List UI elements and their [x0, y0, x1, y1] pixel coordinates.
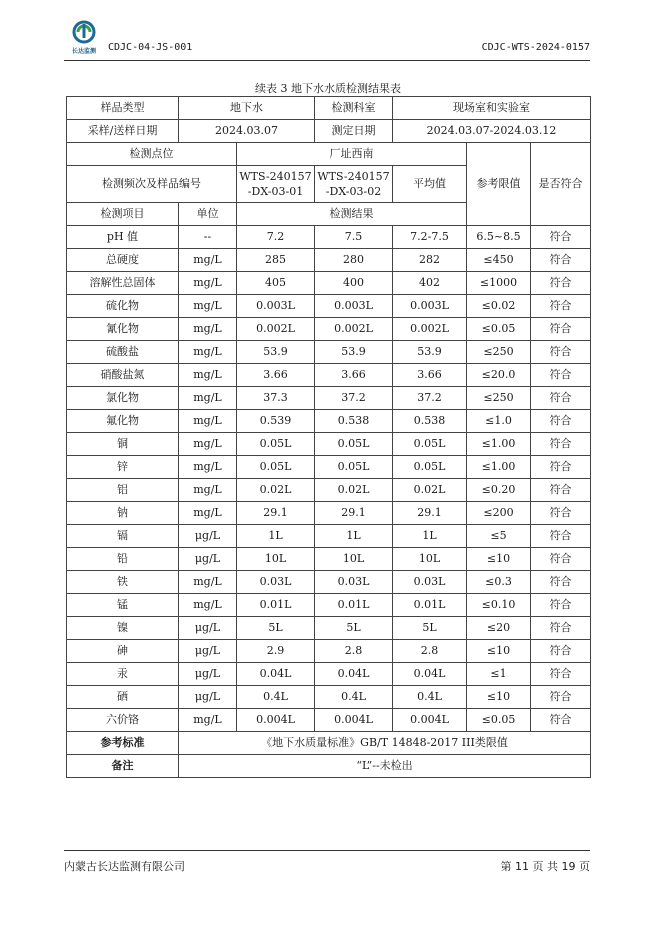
- result-1-cell: 0.05L: [237, 456, 315, 479]
- limit-cell: ≤0.05: [467, 709, 531, 732]
- limit-cell: ≤1.0: [467, 410, 531, 433]
- conformity-cell: 符合: [531, 709, 591, 732]
- limit-cell: ≤450: [467, 249, 531, 272]
- result-2-cell: 29.1: [315, 502, 393, 525]
- table-row: [67, 295, 591, 318]
- table-row: [67, 318, 591, 341]
- table-row: [67, 686, 591, 709]
- unit-cell: μg/L: [179, 617, 237, 640]
- conformity-cell: 符合: [531, 272, 591, 295]
- item-name-cell: 硝酸盐氮: [67, 364, 179, 387]
- conformity-cell: 符合: [531, 341, 591, 364]
- result-1-cell: 0.004L: [237, 709, 315, 732]
- limit-cell: ≤10: [467, 548, 531, 571]
- limit-cell: 6.5~8.5: [467, 226, 531, 249]
- footer-page-number: 第 11 页 共 19 页: [500, 860, 590, 873]
- limit-cell: ≤0.05: [467, 318, 531, 341]
- result-2-cell: 0.003L: [315, 295, 393, 318]
- result-2-cell: 0.01L: [315, 594, 393, 617]
- table-row: [67, 502, 591, 525]
- result-1-cell: 2.9: [237, 640, 315, 663]
- average-cell: 37.2: [393, 387, 467, 410]
- result-2-cell: 0.03L: [315, 571, 393, 594]
- conformity-cell: 符合: [531, 686, 591, 709]
- result-1-cell: 10L: [237, 548, 315, 571]
- unit-cell: mg/L: [179, 295, 237, 318]
- average-cell: 3.66: [393, 364, 467, 387]
- table-row: [67, 433, 591, 456]
- conformity-cell: 符合: [531, 617, 591, 640]
- result-1-cell: 0.03L: [237, 571, 315, 594]
- item-name-cell: 氟化物: [67, 410, 179, 433]
- average-cell: 282: [393, 249, 467, 272]
- unit-cell: μg/L: [179, 548, 237, 571]
- conform-header: 是否符合: [531, 143, 591, 226]
- unit-cell: μg/L: [179, 525, 237, 548]
- result-1-cell: 37.3: [237, 387, 315, 410]
- footer-company: 内蒙古长达监测有限公司: [64, 860, 185, 873]
- result-2-cell: 1L: [315, 525, 393, 548]
- table-row: [67, 525, 591, 548]
- info-row-dates: [67, 120, 591, 143]
- result-1-cell: 405: [237, 272, 315, 295]
- sampling-date-value: 2024.03.07: [179, 120, 315, 143]
- result-1-cell: 5L: [237, 617, 315, 640]
- item-name-cell: 总硬度: [67, 249, 179, 272]
- result-1-cell: 7.2: [237, 226, 315, 249]
- average-cell: 0.003L: [393, 295, 467, 318]
- average-cell: 1L: [393, 525, 467, 548]
- conformity-cell: 符合: [531, 548, 591, 571]
- table-row: [67, 663, 591, 686]
- conformity-cell: 符合: [531, 226, 591, 249]
- limit-cell: ≤0.20: [467, 479, 531, 502]
- average-cell: 0.01L: [393, 594, 467, 617]
- item-name-cell: 镉: [67, 525, 179, 548]
- average-cell: 29.1: [393, 502, 467, 525]
- unit-cell: mg/L: [179, 249, 237, 272]
- average-cell: 10L: [393, 548, 467, 571]
- result-2-cell: 10L: [315, 548, 393, 571]
- result-2-cell: 0.004L: [315, 709, 393, 732]
- limit-cell: ≤250: [467, 387, 531, 410]
- results-header: 检测结果: [237, 203, 467, 226]
- table-title: 续表 3 地下水水质检测结果表: [255, 82, 401, 95]
- limit-cell: ≤0.02: [467, 295, 531, 318]
- sample-id-2: WTS-240157 -DX-03-02: [315, 166, 393, 203]
- table-row: [67, 341, 591, 364]
- standard-row: [67, 732, 591, 755]
- logo-icon: [64, 20, 104, 46]
- average-cell: 53.9: [393, 341, 467, 364]
- conformity-cell: 符合: [531, 318, 591, 341]
- result-1-cell: 285: [237, 249, 315, 272]
- result-1-cell: 0.01L: [237, 594, 315, 617]
- limit-cell: ≤20.0: [467, 364, 531, 387]
- average-cell: 0.4L: [393, 686, 467, 709]
- result-2-cell: 0.05L: [315, 433, 393, 456]
- sample-type-value: 地下水: [179, 97, 315, 120]
- lab-label: 检测科室: [315, 97, 393, 120]
- sampling-date-label: 采样/送样日期: [67, 120, 179, 143]
- item-name-cell: 铜: [67, 433, 179, 456]
- result-2-cell: 0.05L: [315, 456, 393, 479]
- average-cell: 2.8: [393, 640, 467, 663]
- unit-cell: mg/L: [179, 433, 237, 456]
- unit-cell: mg/L: [179, 502, 237, 525]
- standard-label: 参考标准: [67, 732, 179, 755]
- result-1-cell: 29.1: [237, 502, 315, 525]
- limit-cell: ≤1.00: [467, 456, 531, 479]
- unit-cell: mg/L: [179, 318, 237, 341]
- conformity-cell: 符合: [531, 249, 591, 272]
- result-1-cell: 0.539: [237, 410, 315, 433]
- item-header: 检测项目: [67, 203, 179, 226]
- doc-code-right: CDJC-WTS-2024-0157: [481, 42, 590, 53]
- unit-cell: mg/L: [179, 594, 237, 617]
- table-row: [67, 479, 591, 502]
- table-row: [67, 617, 591, 640]
- result-2-cell: 37.2: [315, 387, 393, 410]
- result-2-cell: 53.9: [315, 341, 393, 364]
- item-name-cell: 铁: [67, 571, 179, 594]
- limit-cell: ≤0.3: [467, 571, 531, 594]
- result-2-cell: 0.04L: [315, 663, 393, 686]
- result-1-cell: 53.9: [237, 341, 315, 364]
- lab-value: 现场室和实验室: [393, 97, 591, 120]
- limit-cell: ≤200: [467, 502, 531, 525]
- conformity-cell: 符合: [531, 433, 591, 456]
- table-row: [67, 226, 591, 249]
- item-name-cell: 锌: [67, 456, 179, 479]
- table-row: [67, 640, 591, 663]
- table-row: [67, 272, 591, 295]
- unit-cell: mg/L: [179, 387, 237, 410]
- result-2-cell: 7.5: [315, 226, 393, 249]
- average-cell: 0.002L: [393, 318, 467, 341]
- site-value: 厂址西南: [237, 143, 467, 166]
- table-row: [67, 249, 591, 272]
- standard-value: 《地下水质量标准》GB/T 14848-2017 III类限值: [179, 732, 591, 755]
- average-cell: 5L: [393, 617, 467, 640]
- limit-cell: ≤10: [467, 686, 531, 709]
- item-name-cell: 汞: [67, 663, 179, 686]
- result-1-cell: 0.002L: [237, 318, 315, 341]
- unit-cell: --: [179, 226, 237, 249]
- unit-cell: mg/L: [179, 410, 237, 433]
- sample-type-label: 样品类型: [67, 97, 179, 120]
- results-table: [66, 96, 591, 778]
- remark-label: 备注: [67, 755, 179, 778]
- item-name-cell: 氰化物: [67, 318, 179, 341]
- item-name-cell: 氯化物: [67, 387, 179, 410]
- header-divider: [64, 60, 590, 61]
- unit-cell: mg/L: [179, 709, 237, 732]
- info-row-sample-type: [67, 97, 591, 120]
- limit-cell: ≤1: [467, 663, 531, 686]
- unit-cell: μg/L: [179, 686, 237, 709]
- limit-cell: ≤10: [467, 640, 531, 663]
- item-name-cell: 硫酸盐: [67, 341, 179, 364]
- test-date-label: 测定日期: [315, 120, 393, 143]
- result-2-cell: 0.002L: [315, 318, 393, 341]
- item-name-cell: pH 值: [67, 226, 179, 249]
- table-row: [67, 548, 591, 571]
- doc-code-left: CDJC-04-JS-001: [108, 42, 193, 53]
- unit-cell: μg/L: [179, 640, 237, 663]
- average-cell: 0.02L: [393, 479, 467, 502]
- unit-cell: mg/L: [179, 479, 237, 502]
- item-name-cell: 硒: [67, 686, 179, 709]
- table-row: [67, 594, 591, 617]
- average-cell: 0.04L: [393, 663, 467, 686]
- result-2-cell: 3.66: [315, 364, 393, 387]
- unit-cell: μg/L: [179, 663, 237, 686]
- conformity-cell: 符合: [531, 525, 591, 548]
- average-cell: 0.05L: [393, 456, 467, 479]
- conformity-cell: 符合: [531, 479, 591, 502]
- conformity-cell: 符合: [531, 571, 591, 594]
- conformity-cell: 符合: [531, 387, 591, 410]
- unit-cell: mg/L: [179, 571, 237, 594]
- limit-cell: ≤1.00: [467, 433, 531, 456]
- unit-cell: mg/L: [179, 456, 237, 479]
- limit-cell: ≤250: [467, 341, 531, 364]
- item-name-cell: 锰: [67, 594, 179, 617]
- table-row: [67, 709, 591, 732]
- limit-cell: ≤20: [467, 617, 531, 640]
- conformity-cell: 符合: [531, 640, 591, 663]
- result-2-cell: 5L: [315, 617, 393, 640]
- result-1-cell: 0.003L: [237, 295, 315, 318]
- conformity-cell: 符合: [531, 456, 591, 479]
- item-name-cell: 溶解性总固体: [67, 272, 179, 295]
- result-2-cell: 0.02L: [315, 479, 393, 502]
- limit-header: 参考限值: [467, 143, 531, 226]
- item-name-cell: 钠: [67, 502, 179, 525]
- item-name-cell: 砷: [67, 640, 179, 663]
- result-1-cell: 0.04L: [237, 663, 315, 686]
- item-name-cell: 铝: [67, 479, 179, 502]
- item-name-cell: 铅: [67, 548, 179, 571]
- remark-value: “L”--未检出: [179, 755, 591, 778]
- table-row: [67, 571, 591, 594]
- test-date-value: 2024.03.07-2024.03.12: [393, 120, 591, 143]
- company-logo: [64, 20, 104, 56]
- conformity-cell: 符合: [531, 410, 591, 433]
- result-1-cell: 1L: [237, 525, 315, 548]
- result-2-cell: 400: [315, 272, 393, 295]
- unit-cell: mg/L: [179, 364, 237, 387]
- conformity-cell: 符合: [531, 594, 591, 617]
- result-2-cell: 2.8: [315, 640, 393, 663]
- table-row: [67, 410, 591, 433]
- table-row: [67, 364, 591, 387]
- unit-cell: mg/L: [179, 341, 237, 364]
- result-2-cell: 280: [315, 249, 393, 272]
- result-1-cell: 0.05L: [237, 433, 315, 456]
- average-cell: 0.03L: [393, 571, 467, 594]
- result-2-cell: 0.538: [315, 410, 393, 433]
- logo-text: 长达监测: [71, 48, 96, 55]
- freq-label: 检测频次及样品编号: [67, 166, 237, 203]
- average-cell: 0.05L: [393, 433, 467, 456]
- footer-divider: [64, 850, 590, 851]
- unit-header: 单位: [179, 203, 237, 226]
- page-header: [64, 20, 590, 56]
- conformity-cell: 符合: [531, 364, 591, 387]
- limit-cell: ≤0.10: [467, 594, 531, 617]
- result-1-cell: 3.66: [237, 364, 315, 387]
- average-cell: 7.2-7.5: [393, 226, 467, 249]
- item-name-cell: 硫化物: [67, 295, 179, 318]
- info-row-site: [67, 143, 591, 166]
- sample-id-1: WTS-240157 -DX-03-01: [237, 166, 315, 203]
- conformity-cell: 符合: [531, 295, 591, 318]
- remark-row: [67, 755, 591, 778]
- average-cell: 0.538: [393, 410, 467, 433]
- table-row: [67, 456, 591, 479]
- result-2-cell: 0.4L: [315, 686, 393, 709]
- conformity-cell: 符合: [531, 663, 591, 686]
- average-header: 平均值: [393, 166, 467, 203]
- limit-cell: ≤5: [467, 525, 531, 548]
- result-1-cell: 0.02L: [237, 479, 315, 502]
- item-name-cell: 六价铬: [67, 709, 179, 732]
- average-cell: 0.004L: [393, 709, 467, 732]
- table-row: [67, 387, 591, 410]
- limit-cell: ≤1000: [467, 272, 531, 295]
- result-1-cell: 0.4L: [237, 686, 315, 709]
- site-label: 检测点位: [67, 143, 237, 166]
- average-cell: 402: [393, 272, 467, 295]
- unit-cell: mg/L: [179, 272, 237, 295]
- conformity-cell: 符合: [531, 502, 591, 525]
- item-name-cell: 镍: [67, 617, 179, 640]
